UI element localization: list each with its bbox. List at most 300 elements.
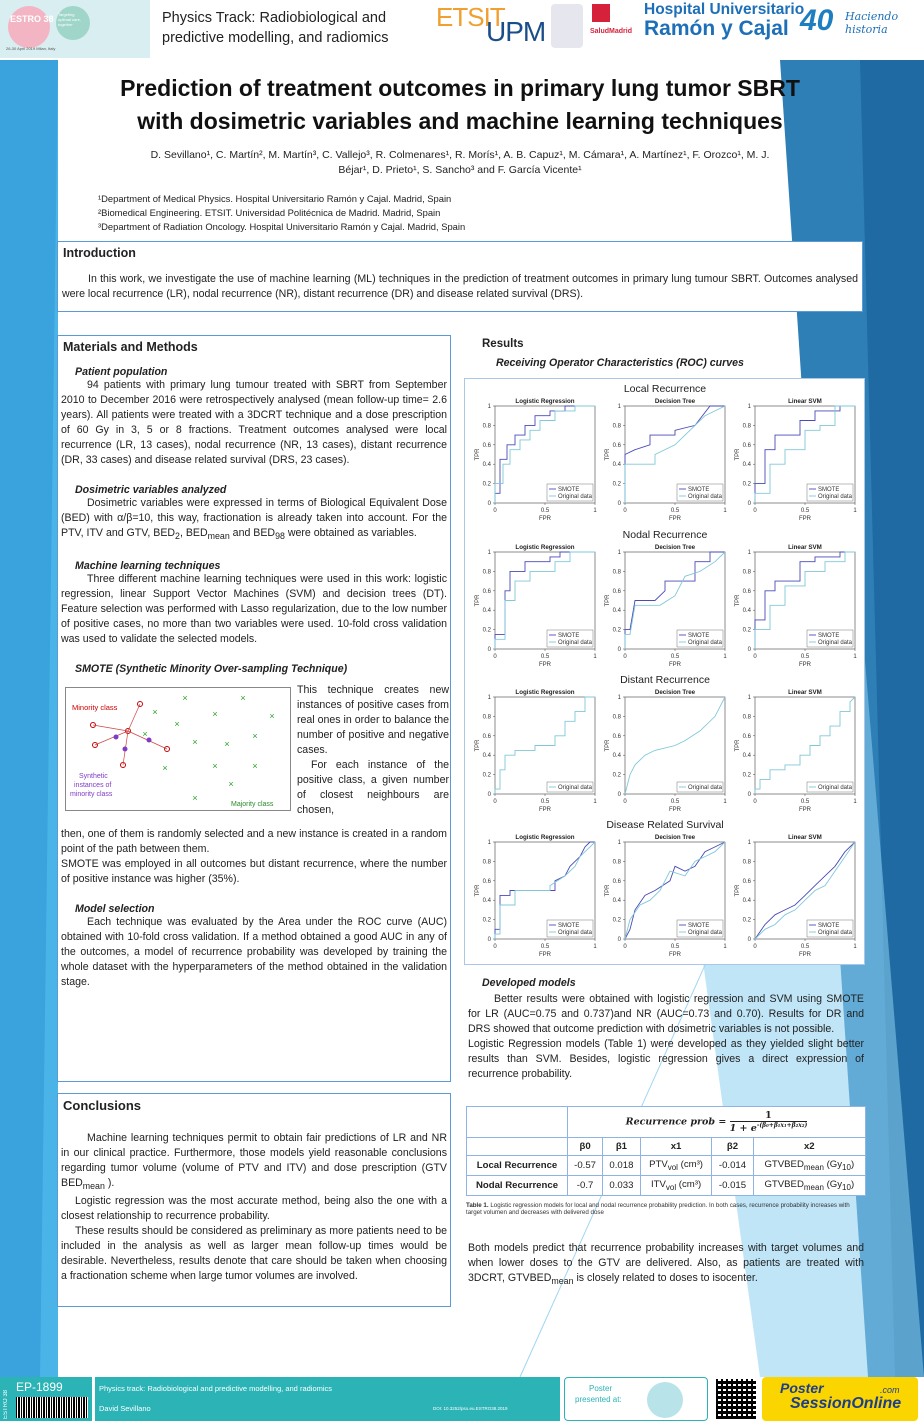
majority-point: × (182, 693, 188, 704)
y-tick-label: 1 (487, 550, 491, 556)
ml-text: Three different machine learning techniques were used in this work: logistic regression, linear Support Vector Machines (SVM) and decision trees (DT). Feature selection was performed with Lasso regularization, due to the low number of positive cases, no more than two variables were used. 10-fold cross validation was used to validate the selected models. (61, 573, 447, 646)
y-tick-label: 0.6 (612, 442, 621, 449)
x-tick-label: 0.5 (540, 508, 550, 514)
legend-label: Original data (818, 785, 853, 791)
legend-label: SMOTE (558, 487, 580, 493)
y-tick-label: 0.2 (482, 772, 491, 779)
y-tick-label: 0.6 (482, 442, 491, 449)
smote-text-4: SMOTE was employed in all outcomes but distant recurrence, where the number of positive instance was higher (35%). (61, 858, 447, 886)
conclusions-box (57, 1093, 451, 1307)
x-axis-label: FPR (669, 516, 681, 522)
x1-base: ITV (650, 1179, 666, 1191)
x-tick-label: 0 (753, 944, 757, 950)
barcode-icon (16, 1397, 88, 1418)
conclusions-p1-sub: mean (82, 1181, 105, 1192)
header-x2: x2 (753, 1138, 865, 1156)
results-final-text (468, 1241, 864, 1289)
y-tick-label: 0.8 (482, 859, 491, 866)
results-title: Results (482, 338, 524, 350)
developed-p2: Logistic Regression models (Table 1) were developed as they yielded slight better results than SVM. Besides, logistic regression gives a direct expression of recurrence probability. (468, 1038, 864, 1080)
pso-text-2: SessionOnline (790, 1395, 902, 1412)
poster-title (60, 72, 860, 138)
x-tick-label: 1 (723, 508, 727, 514)
x2-unit: (Gy (823, 1159, 843, 1171)
pso-text-3: .com (880, 1385, 900, 1395)
y-tick-label: 0.2 (482, 917, 491, 924)
bed-sub-3: 98 (275, 531, 285, 542)
formula-den-base: 1 + e (729, 1123, 757, 1135)
presented-line-1: Poster (589, 1384, 613, 1393)
x2-close: ) (850, 1179, 855, 1191)
majority-point: × (152, 707, 158, 718)
x-tick-label: 0 (493, 654, 497, 660)
final-sub: mean (551, 1276, 574, 1287)
x2-base: GTVBED (764, 1159, 804, 1171)
footer-side-code: ESTRO 38 (3, 1389, 9, 1419)
formula-numerator: 1 (730, 1110, 808, 1122)
conference-tagline: Targeting optimal care, together (58, 12, 81, 27)
dosimetric-title: Dosimetric variables analyzed (75, 484, 227, 496)
y-tick-label: 1 (747, 404, 751, 410)
formula-row (467, 1107, 866, 1138)
x2-close: ) (850, 1159, 855, 1171)
x-tick-label: 0 (493, 944, 497, 950)
y-tick-label: 0.8 (612, 569, 621, 576)
x-tick-label: 0 (493, 508, 497, 514)
qr-code-icon[interactable] (716, 1379, 756, 1419)
y-tick-label: 0.6 (742, 588, 751, 595)
x1-unit: (cm³) (677, 1159, 704, 1171)
smote-text-1: This technique creates new instances of positive cases from real ones in order to balance the number of positive and negative cases. (297, 684, 449, 757)
y-tick-label: 0.4 (612, 462, 621, 469)
presented-line-2: presented at: (575, 1395, 622, 1404)
y-tick-label: 1 (617, 695, 621, 701)
track-line-1: Physics Track: Radiobiological and (162, 10, 387, 26)
majority-point: × (192, 737, 198, 748)
majority-point: × (212, 709, 218, 720)
footer-code-block (0, 1377, 92, 1421)
y-tick-label: 0.8 (742, 714, 751, 721)
header-empty (467, 1138, 568, 1156)
y-tick-label: 0.8 (742, 569, 751, 576)
roc-curves-figure (465, 379, 864, 964)
y-tick-label: 0 (747, 501, 751, 507)
x-tick-label: 0 (753, 508, 757, 514)
track-line-2: predictive modelling, and radiomics (162, 30, 389, 46)
x-tick-label: 1 (723, 654, 727, 660)
y-tick-label: 0.6 (482, 588, 491, 595)
x-axis-label: FPR (799, 807, 811, 813)
footer-author: David Sevillano (99, 1404, 151, 1413)
synthetic-label-3: minority class (70, 791, 113, 799)
x-axis-label: FPR (669, 952, 681, 958)
conclusions-p1-text: Machine learning techniques permit to obtain fair predictions of LR and NR in our clinical practice. Furthermore, those models yield reasonable conclusions regarding tumor volume (volume of PTV and ITV) and dose prescription (GTV BED (61, 1132, 447, 1189)
x-tick-label: 0 (753, 799, 757, 805)
legend-label: Original data (688, 930, 723, 936)
conference-logo-circle (8, 6, 50, 48)
etsit-logo: ETSIT (436, 2, 505, 32)
roc-panel-title: Linear SVM (788, 834, 822, 841)
title-line-1: Prediction of treatment outcomes in primary lung tumor SBRT (120, 75, 800, 101)
smote-title: SMOTE (Synthetic Minority Over-sampling Technique) (75, 663, 348, 676)
table-row (467, 1156, 866, 1176)
authors-line-2: Béjar¹, D. Prieto¹, S. Sancho³ and F. García Vicente¹ (338, 164, 582, 176)
model-selection-text: Each technique was evaluated by the Area under the ROC curve (AUC) obtained with 10-fold cross validation. If a method obtained a good AUC in any of the outcomes, a model of recurrence probability was developed by training the whole dataset with the hyperparameters of the method obtained in the validation stage. (61, 916, 447, 989)
y-tick-label: 0 (747, 937, 751, 943)
formula-exponent: -(β₀+β₁x₁+β₂x₂) (756, 1122, 808, 1129)
estro-footer-logo (647, 1382, 683, 1418)
cell-x1 (640, 1176, 712, 1196)
y-axis-label: TPR (475, 448, 481, 461)
x-axis-label: FPR (799, 516, 811, 522)
anniversary-logo: 40 (800, 4, 834, 37)
y-tick-label: 0 (487, 792, 491, 798)
conclusions-p2: Logistic regression was the most accurate method, being also the one with a closest relationship to recurrence probability. (61, 1195, 447, 1223)
x-axis-label: FPR (799, 662, 811, 668)
smote-text-2: For each instance of the positive class, a given number of closest neighbours are chosen, (297, 759, 449, 817)
dosimetric-text (61, 496, 447, 544)
y-tick-label: 1 (617, 840, 621, 846)
patient-population-title: Patient population (75, 366, 168, 378)
x-tick-label: 1 (723, 799, 727, 805)
y-tick-label: 1 (617, 550, 621, 556)
x-tick-label: 1 (723, 944, 727, 950)
y-tick-label: 0.6 (742, 733, 751, 740)
x1-base: PTV (649, 1159, 668, 1171)
developed-models-title: Developed models (482, 977, 576, 989)
cell-b2: -0.015 (712, 1176, 753, 1196)
y-tick-label: 0 (487, 647, 491, 653)
y-tick-label: 0.4 (612, 608, 621, 615)
legend-label: SMOTE (818, 487, 840, 493)
affiliations (98, 192, 465, 234)
smote-text-3: then, one of them is randomly selected and a new instance is created in a random point of the path between them. (61, 828, 447, 856)
majority-point: × (252, 761, 258, 772)
x-axis-label: FPR (669, 807, 681, 813)
x-axis-label: FPR (799, 952, 811, 958)
dosimetric-text-a: Dosimetric variables were expressed in terms of Biological Equivalent Dose (BED) with α/β=10, this way, fractionation is already taken into account. For the PTV, ITV and GTV, BED (61, 497, 447, 539)
y-tick-label: 0.6 (482, 878, 491, 885)
cell-b0: -0.57 (568, 1156, 603, 1176)
smote-side-text (297, 683, 449, 818)
roc-group-title: Disease Related Survival (606, 819, 724, 831)
presented-at-block (564, 1377, 708, 1421)
y-tick-label: 0.6 (612, 733, 621, 740)
upm-logo: UPM (486, 16, 546, 47)
track-heading (162, 8, 388, 48)
y-tick-label: 1 (747, 840, 751, 846)
affiliation-3: ³Department of Radiation Oncology. Hospital Universitario Ramón y Cajal. Madrid, Spain (98, 221, 466, 232)
y-tick-label: 0.4 (482, 462, 491, 469)
x-tick-label: 0 (623, 654, 627, 660)
y-tick-label: 0.8 (482, 423, 491, 430)
pso-text-1: Poster (780, 1380, 824, 1396)
legend-label: SMOTE (688, 633, 710, 639)
introduction-text: In this work, we investigate the use of machine learning (ML) techniques in the prediction of treatment outcomes in primary lung tumour SBRT. Outcomes analysed were local recurrence (LR), nodal recurrence (NR), distant recurrence (DR) and disease related survival (DRS). (62, 273, 858, 300)
y-axis-label: TPR (475, 884, 481, 897)
y-tick-label: 0 (487, 937, 491, 943)
roc-panel-title: Linear SVM (788, 398, 822, 405)
salud-madrid-logo: SaludMadrid (590, 28, 633, 35)
y-tick-label: 0.8 (482, 569, 491, 576)
hospital-name-line-1: Hospital Universitario (644, 1, 805, 18)
smote-diagram (65, 687, 291, 811)
majority-point: × (192, 793, 198, 804)
x-tick-label: 0.5 (800, 944, 810, 950)
y-tick-label: 0.2 (612, 917, 621, 924)
legend-label: Original data (558, 640, 593, 646)
haciendo-historia: Haciendo historia (845, 10, 899, 36)
majority-point: × (224, 739, 230, 750)
conclusions-p1-end: ). (104, 1177, 115, 1189)
x1-sub: vol (667, 1163, 678, 1173)
y-tick-label: 0.6 (742, 442, 751, 449)
header-b1: β1 (603, 1138, 641, 1156)
y-tick-label: 0.8 (612, 714, 621, 721)
synthetic-label-2: instances of (74, 782, 112, 790)
formula-denominator (730, 1122, 808, 1134)
cell-x2 (753, 1156, 865, 1176)
x-tick-label: 0.5 (540, 799, 550, 805)
cell-x1 (640, 1156, 712, 1176)
legend-label: Original data (688, 785, 723, 791)
majority-point: × (142, 729, 148, 740)
x-tick-label: 0 (623, 944, 627, 950)
x2-unit-sub: 10 (842, 1182, 851, 1192)
roc-group-title: Nodal Recurrence (622, 529, 708, 541)
x-tick-label: 1 (853, 799, 857, 805)
y-tick-label: 0.2 (612, 772, 621, 779)
legend-label: Original data (558, 930, 593, 936)
y-tick-label: 0.4 (742, 608, 751, 615)
x-axis-label: FPR (539, 516, 551, 522)
poster-session-online-logo[interactable] (762, 1377, 918, 1421)
roc-panel-title: Logistic Regression (515, 834, 575, 841)
y-tick-label: 0 (617, 792, 621, 798)
developed-p1: Better results were obtained with logistic regression and SVM using SMOTE for LR (AUC=0.75 and 0.737)and NR (AUC=0.73 and 0.70). Results for DR and DRS showed that outcome prediction with dosimetric variables is not possible. (468, 993, 864, 1035)
y-tick-label: 0.8 (742, 859, 751, 866)
conclusions-p3: These results should be considered as preliminary as more patients need to be included in the analysis as well as larger mean follow-up times would be desirable. Nevertheless, results denote that care should be taken when choosing a fractionation scheme when large tumor volumes are involved. (61, 1225, 447, 1283)
y-tick-label: 0.2 (612, 627, 621, 634)
roc-panel-title: Linear SVM (788, 689, 822, 696)
y-tick-label: 0 (747, 647, 751, 653)
legend-label: Original data (818, 640, 853, 646)
final-text-b: is closely related to doses to isocenter. (573, 1272, 758, 1284)
x-tick-label: 1 (593, 654, 597, 660)
formula-lhs: Recurrence prob = (625, 1116, 730, 1128)
row-label: Local Recurrence (467, 1156, 568, 1176)
formula-cell (568, 1107, 866, 1138)
table-row (467, 1176, 866, 1196)
legend-label: SMOTE (558, 633, 580, 639)
cell-b1: 0.033 (603, 1176, 641, 1196)
dosimetric-mid-2: and BED (229, 527, 276, 539)
x-tick-label: 1 (593, 799, 597, 805)
footer-track: Physics track: Radiobiological and predictive modelling, and radiomics (99, 1384, 333, 1393)
x-tick-label: 0.5 (800, 508, 810, 514)
x-tick-label: 0.5 (670, 654, 680, 660)
conclusions-title: Conclusions (63, 1098, 142, 1113)
y-axis-label: TPR (735, 739, 741, 752)
x-tick-label: 0.5 (800, 799, 810, 805)
x-tick-label: 0.5 (670, 944, 680, 950)
y-tick-label: 0.8 (612, 423, 621, 430)
cell-b2: -0.014 (712, 1156, 753, 1176)
legend-label: Original data (818, 930, 853, 936)
authors (70, 148, 850, 178)
header-b2: β2 (712, 1138, 753, 1156)
salud-madrid-icon (592, 4, 610, 22)
y-tick-label: 0.8 (742, 423, 751, 430)
x1-unit: (cm³) (676, 1179, 702, 1191)
roc-panel-title: Linear SVM (788, 544, 822, 551)
x1-sub: vol (665, 1182, 677, 1192)
majority-point: × (269, 711, 275, 722)
university-crest-icon (551, 4, 583, 48)
legend-label: Original data (688, 640, 723, 646)
introduction-title: Introduction (63, 246, 136, 260)
cell-b1: 0.018 (603, 1156, 641, 1176)
roc-panel-title: Decision Tree (654, 544, 696, 551)
y-axis-label: TPR (475, 739, 481, 752)
x-axis-label: FPR (539, 952, 551, 958)
y-tick-label: 0.4 (612, 753, 621, 760)
footer-info-bar (95, 1377, 560, 1421)
roc-group-title: Local Recurrence (623, 383, 707, 395)
x2-base: GTVBED (764, 1179, 804, 1191)
minority-class-label: Minority class (72, 703, 118, 713)
authors-line-1: D. Sevillano¹, C. Martín², M. Martín³, C. Vallejo³, R. Colmenares¹, R. Morís¹, A. B. Capuz¹, M. Cámara¹, A. Martínez¹, F. Orozco¹, M. J. (150, 149, 770, 161)
legend-label: SMOTE (688, 487, 710, 493)
y-tick-label: 0.2 (742, 627, 751, 634)
y-tick-label: 0.4 (612, 898, 621, 905)
y-tick-label: 0.2 (742, 481, 751, 488)
majority-point: × (174, 719, 180, 730)
model-selection-title: Model selection (75, 903, 155, 916)
y-tick-label: 0.4 (742, 462, 751, 469)
header-bar (0, 0, 924, 60)
y-tick-label: 0.2 (742, 772, 751, 779)
header-b0: β0 (568, 1138, 603, 1156)
y-tick-label: 0.8 (612, 859, 621, 866)
legend-label: Original data (688, 494, 723, 500)
qr-code-block (716, 1377, 756, 1421)
y-tick-label: 0.4 (482, 753, 491, 760)
x-tick-label: 1 (853, 508, 857, 514)
y-tick-label: 0.6 (742, 878, 751, 885)
affiliation-1: ¹Department of Medical Physics. Hospital Universitario Ramón y Cajal. Madrid, Spain (98, 193, 452, 204)
header-x1: x1 (640, 1138, 712, 1156)
y-axis-label: TPR (605, 594, 611, 607)
y-tick-label: 1 (617, 404, 621, 410)
majority-point: × (212, 761, 218, 772)
row-label: Nodal Recurrence (467, 1176, 568, 1196)
synthetic-point (123, 747, 128, 752)
table1-caption-text: Logistic regression models for local and nodal recurrence probability prediction. In both cases, recurrence probability increases with target volumen and decreases with delivered dose (466, 1201, 850, 1217)
x-tick-label: 0 (623, 508, 627, 514)
conference-logo (0, 0, 150, 58)
y-tick-label: 1 (747, 550, 751, 556)
y-tick-label: 1 (747, 695, 751, 701)
y-tick-label: 1 (487, 695, 491, 701)
hospital-name-line-2: Ramón y Cajal (644, 17, 789, 40)
y-tick-label: 0.4 (742, 753, 751, 760)
y-tick-label: 0.4 (482, 608, 491, 615)
y-axis-label: TPR (735, 884, 741, 897)
bed-sub-2: mean (207, 531, 230, 542)
roc-title: Receiving Operator Characteristics (ROC) curves (496, 357, 744, 369)
x-tick-label: 0 (623, 799, 627, 805)
x-axis-label: FPR (669, 662, 681, 668)
x-tick-label: 1 (853, 654, 857, 660)
table1-caption (466, 1202, 866, 1217)
footer-poster-code: EP-1899 (16, 1380, 63, 1394)
y-tick-label: 1 (487, 840, 491, 846)
y-tick-label: 0 (747, 792, 751, 798)
bed-sub-1: 2 (175, 531, 180, 542)
x-tick-label: 1 (853, 944, 857, 950)
y-tick-label: 0.6 (612, 878, 621, 885)
roc-panel-title: Decision Tree (654, 689, 696, 696)
legend-label: Original data (558, 785, 593, 791)
formula-empty-cell (467, 1107, 568, 1138)
smote-figure-row (61, 683, 447, 827)
affiliation-2: ²Biomedical Engineering. ETSIT. Universidad Politécnica de Madrid. Madrid, Spain (98, 207, 441, 218)
methods-title: Materials and Methods (63, 340, 198, 354)
methods-box (57, 335, 451, 1082)
final-text-a: Both models predict that recurrence probability increases with target volumes and when lower doses to the GTV are delivered. Also, as patients are treated with 3DCRT, GTVBED (468, 1242, 864, 1284)
legend-label: SMOTE (688, 923, 710, 929)
y-tick-label: 0 (617, 501, 621, 507)
y-tick-label: 0.8 (482, 714, 491, 721)
cell-b0: -0.7 (568, 1176, 603, 1196)
table-1 (466, 1106, 866, 1196)
conclusions-p1 (61, 1131, 447, 1194)
dosimetric-mid-1: , BED (179, 527, 208, 539)
x2-sub: mean (803, 1163, 824, 1173)
final-text (468, 1241, 864, 1289)
y-axis-label: TPR (605, 884, 611, 897)
developed-models-text (468, 992, 864, 1082)
legend-label: SMOTE (818, 923, 840, 929)
x-tick-label: 0.5 (540, 944, 550, 950)
x-tick-label: 0.5 (800, 654, 810, 660)
y-tick-label: 0.6 (612, 588, 621, 595)
patient-population-text: 94 patients with primary lung tumour treated with SBRT from September 2010 to December 2016 were retrospectively analysed (mean follow-up time= 2.6 years). All patients were treated with a 3DCRT technique and a dose prescription of 60 Gy in 3, 5 or 8 fractions. Treatment outcomes analysed were local recurrence (LR, 13 cases), nodal recurrence (NR, 13 cases), distant recurrence (DR, 33 cases) and disease related survival (DRS, 23 cases). (61, 379, 447, 466)
synthetic-label-1: Synthetic (79, 773, 108, 781)
y-tick-label: 0 (617, 937, 621, 943)
majority-class-label: Majority class (231, 801, 274, 809)
cell-x2 (753, 1176, 865, 1196)
y-tick-label: 0.4 (482, 898, 491, 905)
y-tick-label: 0.2 (482, 481, 491, 488)
y-axis-label: TPR (605, 448, 611, 461)
majority-point: × (252, 731, 258, 742)
footer-doi: DOI: 10.3252/pso.eu.ESTRO38.2019 (433, 1406, 508, 1411)
table-header-row (467, 1138, 866, 1156)
majority-point: × (162, 763, 168, 774)
x-tick-label: 0.5 (670, 508, 680, 514)
table1-container (466, 1106, 866, 1217)
y-tick-label: 0.2 (612, 481, 621, 488)
y-tick-label: 0.2 (482, 627, 491, 634)
x-tick-label: 0 (753, 654, 757, 660)
table1-caption-bold: Table 1. (466, 1201, 489, 1209)
roc-panel-title: Logistic Regression (515, 398, 575, 405)
x-tick-label: 0 (493, 799, 497, 805)
y-tick-label: 0.4 (742, 898, 751, 905)
roc-panel-title: Logistic Regression (515, 544, 575, 551)
